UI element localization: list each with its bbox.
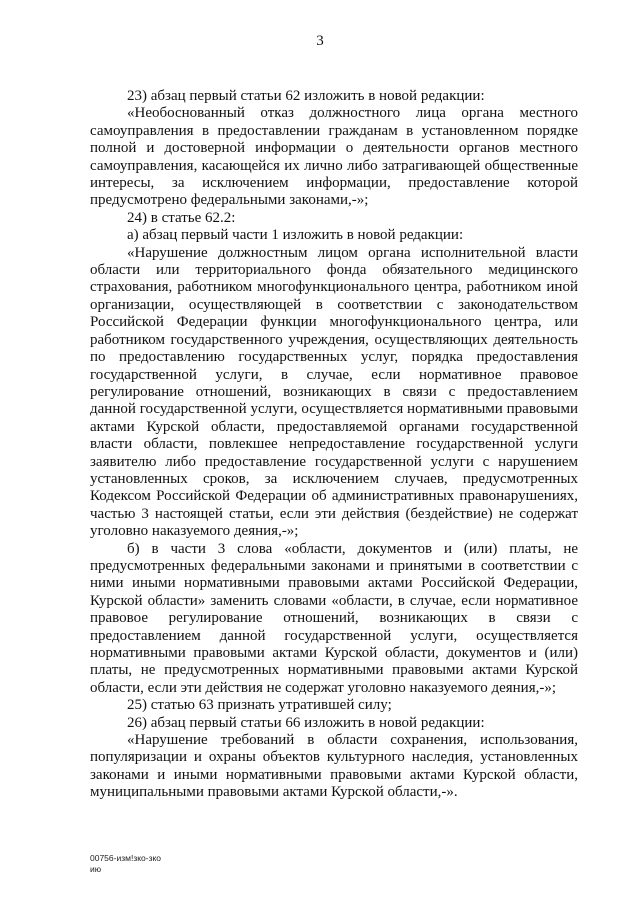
page-number: 3 bbox=[316, 33, 324, 49]
paragraph-quote-article-66: «Нарушение требований в области сохранения, использования, популяризации и охраны объектов культурного наследия, установленных законами и иными нормативными правовыми актами Курской области, муниципальными правовыми актами Курской области,-». bbox=[90, 732, 578, 801]
paragraph-subitem-a: а) абзац первый части 1 изложить в новой редакции: bbox=[127, 227, 464, 244]
document-body bbox=[90, 88, 578, 802]
footer-code-line1: 00756-изм!зко-зко bbox=[90, 853, 162, 863]
paragraph-quote-article-62-2: «Нарушение должностным лицом органа исполнительной власти области или территориального фонда обязательного медицинского страхования, работником многофункционального центра, работником иной организации, осуществляющей в соответствии с законодательством Российской Федерации функции многофункционального центра, или работником государственного учреждения, осуществляющих деятельность по предоставлению государственных услуг, порядка предоставления государственной услуги, в случае, если нормативное правовое регулирование отношений, возникающих в связи с предоставлением данной государственной услуги, осуществляется нормативными правовыми актами Курской области, предоставляемой органами государственной власти области, повлекшее непредоставление государственной услуги заявителю либо предоставление государственной услуги с нарушением установленных сроков, за исключением случаев, предусмотренных Кодексом Российской Федерации об административных правонарушениях, частью 3 настоящей статьи, если эти действия (бездействие) не содержат уголовно наказуемого деяния,-»; bbox=[90, 244, 578, 540]
paragraph-item-24: 24) в статье 62.2: bbox=[127, 209, 236, 226]
paragraph-quote-article-62: «Необоснованный отказ должностного лица органа местного самоуправления в предоставлении гражданам в установленном порядке полной и достоверной информации о деятельности органов местного самоуправления, касающейся их лично либо затрагивающей общественные интересы, за исключением информации, предоставление которой предусмотрено федеральными законами,-»; bbox=[90, 105, 578, 209]
paragraph-item-23: 23) абзац первый статьи 62 изложить в новой редакции: bbox=[127, 88, 485, 104]
paragraph-item-26: 26) абзац первый статьи 66 изложить в новой редакции: bbox=[127, 714, 485, 731]
footer-code-line2: ию bbox=[90, 864, 102, 874]
paragraph-item-25: 25) статью 63 признать утратившей силу; bbox=[127, 697, 392, 714]
paragraph-subitem-b: б) в части 3 слова «области, документов и (или) платы, не предусмотренных федеральными законами и принятыми в соответствии с ними иными нормативными правовыми актами Российской Федерации, Курской области» заменить словами «области, в случае, если нормативное правовое регулирование отношений, возникающих в связи с предоставлением данной государственной услуги, осуществляется нормативными правовыми актами Курской области, документов и (или) платы, не предусмотренных нормативными правовыми актами Курской области, если эти действия не содержат уголовно наказуемого деяния,-»; bbox=[90, 540, 578, 696]
document-code-footer bbox=[90, 853, 161, 875]
